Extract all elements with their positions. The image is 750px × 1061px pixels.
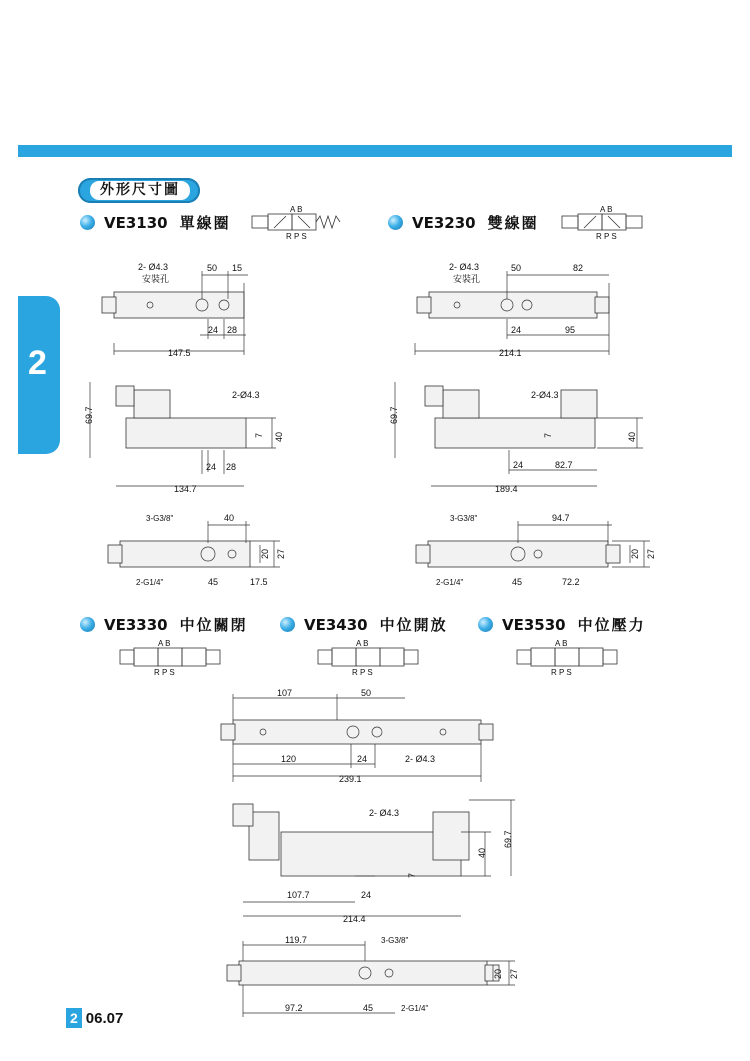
dim-40: 40	[274, 431, 284, 442]
dim-50: 50	[361, 688, 372, 698]
dim-24: 24	[357, 754, 368, 764]
dim-port-top: 3-G3/8"	[146, 514, 174, 523]
dim-height: 69.7	[503, 830, 513, 848]
dim-7: 7	[254, 432, 264, 438]
dim-port-top: 3-G3/8"	[381, 936, 409, 945]
dim-s1077: 107.7	[287, 890, 310, 900]
dim-height: 69.7	[84, 406, 94, 424]
dim-50: 50	[207, 263, 218, 273]
ve3x30-side-view	[215, 794, 525, 924]
dim-7: 7	[543, 432, 553, 438]
dim-side-length: 189.4	[495, 484, 518, 494]
dim-hole: 2- Ø4.3	[138, 262, 169, 272]
dim-s24: 24	[361, 890, 372, 900]
section-number: 2	[28, 344, 47, 382]
dim-b722: 72.2	[562, 577, 580, 587]
dim-length: 239.1	[339, 774, 362, 784]
dim-40: 40	[627, 431, 637, 442]
dim-95: 95	[565, 325, 576, 335]
model-code: VE3230	[412, 213, 476, 232]
dim-side-hole: 2- Ø4.3	[369, 808, 400, 818]
dim-s28: 28	[226, 462, 237, 472]
symbol-ab: A B	[356, 639, 369, 648]
symbol-rps: R P S	[551, 668, 572, 677]
top-accent-bar	[18, 145, 732, 157]
bullet-icon	[388, 215, 403, 230]
model-header-ve3330	[80, 614, 248, 635]
page-footer	[66, 1008, 123, 1028]
dim-b20: 20	[630, 548, 640, 559]
valve-symbol-ve3230	[560, 202, 670, 242]
dim-b20: 20	[260, 548, 270, 559]
model-code: VE3330	[104, 615, 168, 634]
model-name: 單線圈	[179, 214, 231, 232]
ve3x30-bottom-view	[215, 933, 525, 1021]
symbol-ab: A B	[555, 639, 568, 648]
model-name: 中位壓力	[577, 616, 646, 634]
dim-b175: 17.5	[250, 577, 268, 587]
ve3x30-top-view	[215, 686, 505, 788]
dim-24: 24	[511, 325, 522, 335]
valve-symbol-ve3430	[316, 638, 426, 678]
symbol-rps: R P S	[352, 668, 373, 677]
section-tab	[18, 296, 60, 454]
dim-24: 24	[208, 325, 219, 335]
valve-symbol-ve3330	[118, 638, 228, 678]
bullet-icon	[280, 617, 295, 632]
dim-s827: 82.7	[555, 460, 573, 470]
dim-b45: 45	[363, 1003, 374, 1013]
dim-b20: 20	[493, 968, 503, 979]
model-header-ve3130	[80, 212, 231, 233]
page-number: 06.07	[85, 1009, 124, 1027]
dim-b1197: 119.7	[285, 935, 307, 945]
model-code: VE3430	[304, 615, 368, 634]
dim-7: 7	[407, 872, 417, 878]
dim-port-bottom: 2-G1/4"	[436, 578, 464, 587]
dim-s24: 24	[206, 462, 217, 472]
dim-b45: 45	[208, 577, 219, 587]
ve3230-side-view	[385, 372, 655, 497]
dim-hole: 2- Ø4.3	[449, 262, 480, 272]
symbol-rps: R P S	[596, 232, 617, 241]
dim-port-top: 3-G3/8"	[450, 514, 478, 523]
dim-hole-label: 安裝孔	[453, 274, 481, 284]
symbol-ab: A B	[600, 205, 613, 214]
model-name: 雙線圈	[487, 214, 539, 232]
dim-b27: 27	[509, 968, 519, 979]
model-name: 中位關閉	[179, 616, 248, 634]
symbol-ab: A B	[158, 639, 171, 648]
ve3130-bottom-view	[80, 507, 300, 595]
dim-side-length: 134.7	[174, 484, 197, 494]
section-title-pill	[78, 178, 200, 203]
ve3230-bottom-view	[400, 507, 670, 595]
dim-length: 214.1	[499, 348, 522, 358]
dim-port-bottom: 2-G1/4"	[136, 578, 164, 587]
valve-symbol-ve3130	[250, 202, 360, 242]
ve3230-top-view	[395, 255, 625, 360]
dim-b45: 45	[512, 577, 523, 587]
chapter-box: 2	[66, 1008, 82, 1028]
dim-82: 82	[573, 263, 584, 273]
ve3130-side-view	[80, 372, 290, 497]
dim-hole-label: 安裝孔	[142, 274, 170, 284]
dim-b40: 40	[224, 513, 235, 523]
dim-side-hole: 2-Ø4.3	[232, 390, 260, 400]
model-code: VE3130	[104, 213, 168, 232]
dim-s24: 24	[513, 460, 524, 470]
bullet-icon	[80, 215, 95, 230]
dim-120: 120	[281, 754, 297, 764]
bullet-icon	[478, 617, 493, 632]
dim-height: 69.7	[389, 406, 399, 424]
dim-b947: 94.7	[552, 513, 570, 523]
model-code: VE3530	[502, 615, 566, 634]
symbol-ab: A B	[290, 205, 303, 214]
ve3130-top-view	[80, 255, 280, 360]
dim-side-length: 214.4	[343, 914, 366, 924]
dim-50: 50	[511, 263, 522, 273]
dim-side-hole: 2-Ø4.3	[531, 390, 559, 400]
model-header-ve3230	[388, 212, 539, 233]
bullet-icon	[80, 617, 95, 632]
dim-28: 28	[227, 325, 238, 335]
dim-port-bottom: 2-G1/4"	[401, 1004, 429, 1013]
dim-15: 15	[232, 263, 243, 273]
valve-symbol-ve3530	[515, 638, 625, 678]
section-title: 外形尺寸圖	[90, 181, 190, 200]
dim-40: 40	[477, 847, 487, 858]
dim-b27: 27	[276, 548, 286, 559]
model-header-ve3530	[478, 614, 646, 635]
dim-107: 107	[277, 688, 293, 698]
dim-b972: 97.2	[285, 1003, 303, 1013]
model-header-ve3430	[280, 614, 448, 635]
model-name: 中位開放	[379, 616, 448, 634]
symbol-rps: R P S	[154, 668, 175, 677]
dim-hole: 2- Ø4.3	[405, 754, 436, 764]
dim-length: 147.5	[168, 348, 191, 358]
symbol-rps: R P S	[286, 232, 307, 241]
dim-b27: 27	[646, 548, 656, 559]
